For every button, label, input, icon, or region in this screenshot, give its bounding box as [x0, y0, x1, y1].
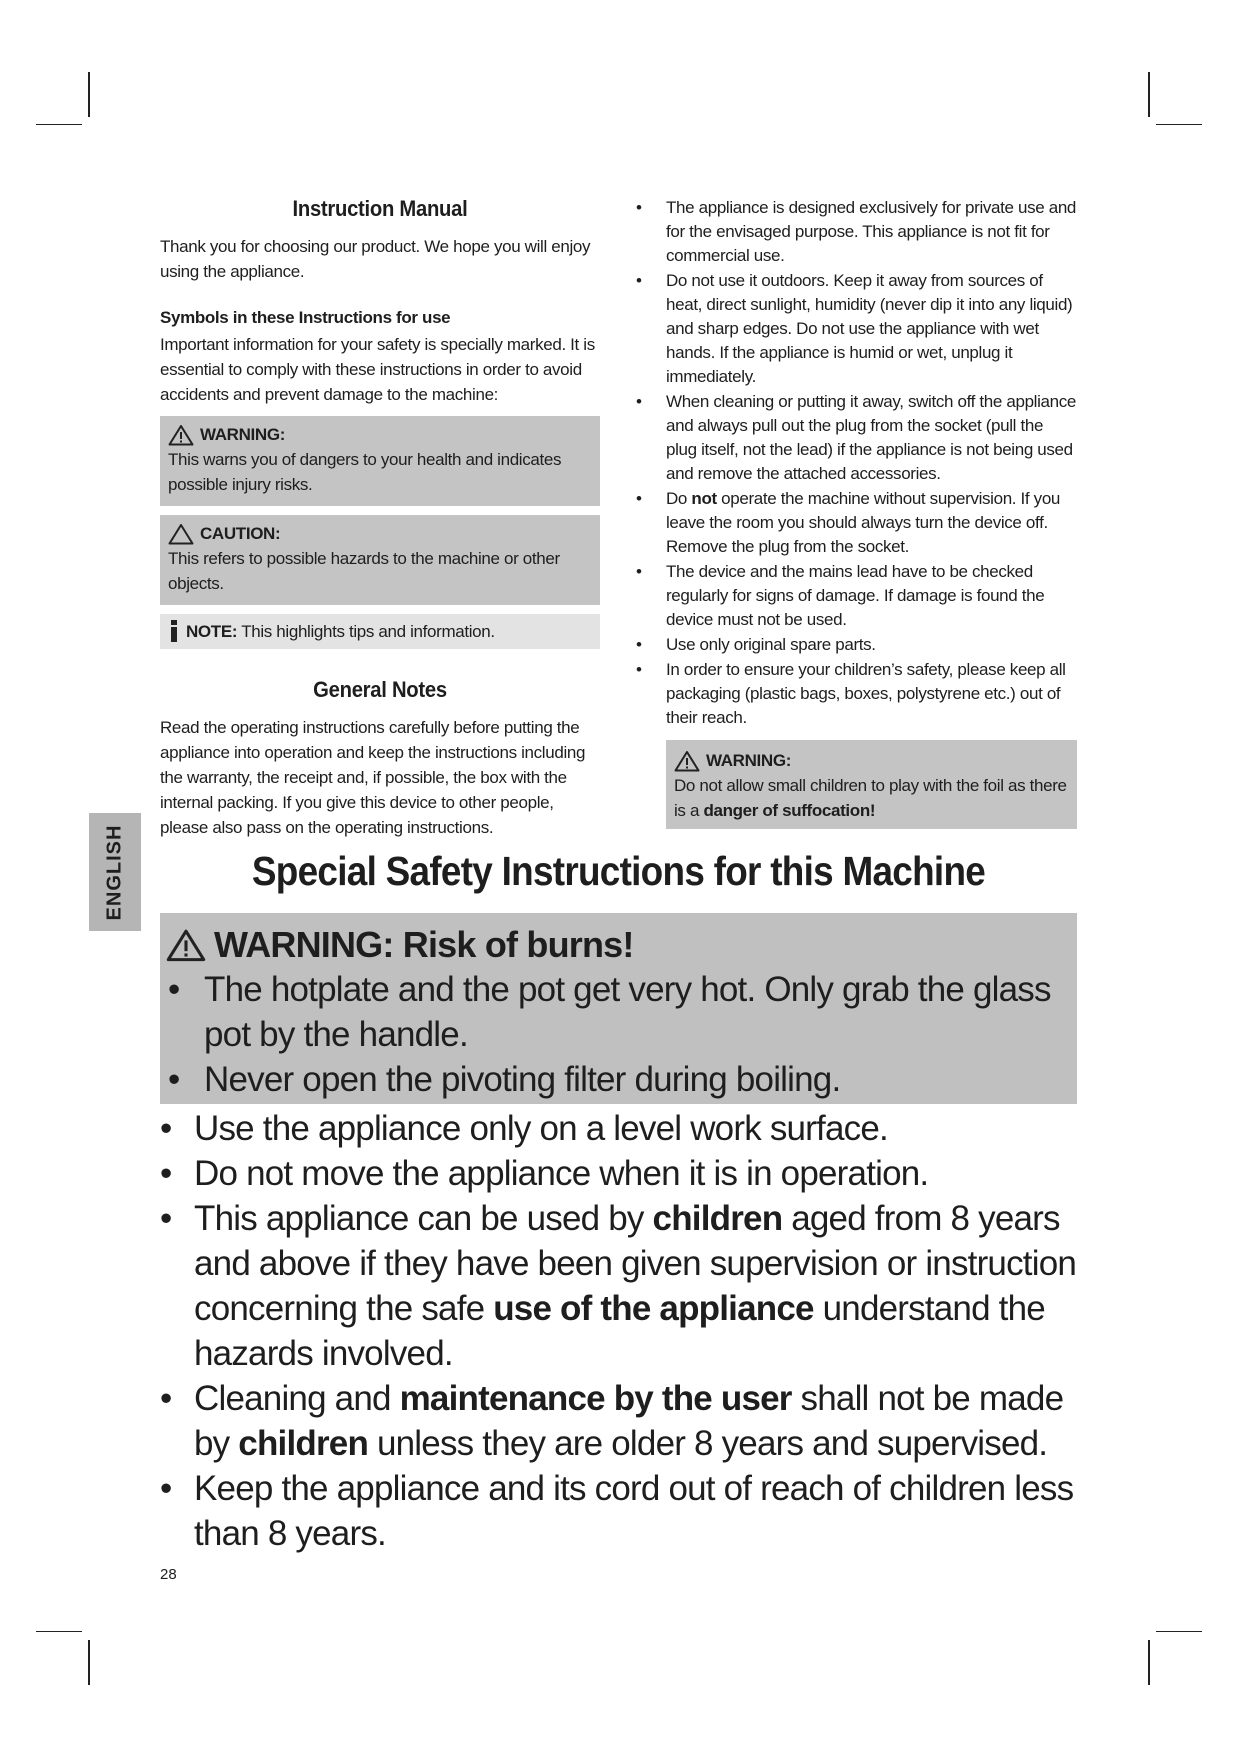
- warning-triangle-icon: [168, 424, 194, 446]
- warning-box: [160, 416, 600, 506]
- warning-triangle-icon: [166, 928, 206, 962]
- instruction-manual-title: Instruction Manual: [292, 196, 468, 221]
- list-item: • This appliance can be used by children aged from 8 years and above if they have been given supervision or instruction concerning the safe use of the appliance understand the hazards involved.: [160, 1199, 1077, 1373]
- warning-header: [674, 748, 1069, 773]
- burn-warning-box: [160, 913, 1077, 1104]
- warning-text: Do not allow small children to play with the foil as there is a danger of suffocation!: [674, 776, 1067, 820]
- symbols-heading: Symbols in these Instructions for use: [160, 308, 451, 327]
- crop-mark: [36, 124, 82, 125]
- language-side-tab: [89, 813, 141, 931]
- list-item: • Never open the pivoting filter during boiling.: [168, 1060, 841, 1099]
- burn-warning-header: [166, 923, 1067, 967]
- list-item: • Keep the appliance and its cord out of reach of children less than 8 years.: [160, 1469, 1074, 1553]
- list-item: • The hotplate and the pot get very hot. Only grab the glass pot by the handle.: [168, 970, 1051, 1054]
- language-label: ENGLISH: [103, 824, 126, 920]
- symbols-text: Important information for your safety is specially marked. It is essential to comply with these instructions in order to avoid accidents and prevent damage to the machine:: [160, 335, 595, 404]
- caution-text: This refers to possible hazards to the machine or other objects.: [168, 549, 560, 593]
- crop-mark: [88, 1640, 90, 1685]
- note-box: [160, 614, 600, 649]
- list-item: • Cleaning and maintenance by the user shall not be made by children unless they are older 8 years and supervised.: [160, 1379, 1064, 1463]
- warning-triangle-icon: [674, 750, 700, 772]
- list-item: • The appliance is designed exclusively for private use and for the envisaged purpose. This appliance is not fit for commercial use.: [636, 198, 1077, 265]
- list-item: • Use the appliance only on a level work surface.: [160, 1109, 888, 1148]
- crop-mark: [1148, 1640, 1150, 1685]
- crop-mark: [1148, 72, 1150, 117]
- warning-label: WARNING:: [200, 425, 286, 444]
- special-safety-title: Special Safety Instructions for this Machine: [251, 848, 986, 894]
- caution-triangle-icon: [168, 523, 194, 545]
- info-icon: [168, 620, 180, 642]
- crop-mark: [1156, 124, 1202, 125]
- intro-text: Thank you for choosing our product. We hope you will enjoy using the appliance.: [160, 237, 591, 281]
- list-item: • In order to ensure your children’s safety, please keep all packaging (plastic bags, boxes, polystyrene etc.) out of their reach.: [636, 660, 1066, 727]
- burn-warning-list: [166, 967, 1067, 1102]
- general-notes-text: Read the operating instructions carefully before putting the appliance into operation and keep the instructions including the warranty, the receipt and, if possible, the box with the internal packing. If you give this device to other people, please also pass on the operating instructions.: [160, 718, 586, 837]
- general-notes-section: [160, 677, 600, 840]
- caution-label: CAUTION:: [200, 524, 281, 543]
- left-column: [160, 196, 600, 840]
- list-item: • Do not use it outdoors. Keep it away from sources of heat, direct sunlight, humidity (never dip it into any liquid) and sharp edges. Do not use the appliance with wet hands. If the appliance is humid or wet, unplug it immediately.: [636, 271, 1073, 386]
- list-item: • Do not move the appliance when it is in operation.: [160, 1154, 929, 1193]
- special-safety-list: [158, 1106, 1098, 1556]
- list-item: • Use only original spare parts.: [636, 635, 876, 654]
- warning-header: [168, 422, 592, 447]
- safety-bullet-list: [636, 196, 1077, 730]
- general-notes-title: General Notes: [313, 677, 447, 702]
- caution-header: [168, 521, 592, 546]
- caution-box: [160, 515, 600, 605]
- crop-mark: [88, 72, 90, 117]
- crop-mark: [1156, 1631, 1202, 1632]
- crop-mark: [36, 1631, 82, 1632]
- right-column: [636, 196, 1077, 829]
- list-item: • The device and the mains lead have to be checked regularly for signs of damage. If damage is found the device must not be used.: [636, 562, 1045, 629]
- warning-text: This warns you of dangers to your health and indicates possible injury risks.: [168, 450, 562, 494]
- note-label: NOTE:: [186, 622, 238, 641]
- note-text: This highlights tips and information.: [241, 622, 495, 641]
- suffocation-warning-box: [666, 740, 1077, 829]
- warning-label: WARNING:: [706, 751, 792, 770]
- page-number: 28: [160, 1566, 177, 1583]
- list-item: • When cleaning or putting it away, switch off the appliance and always pull out the plug from the socket (pull the plug itself, not the lead) if the appliance is not being used and remove the attached accessories.: [636, 392, 1076, 483]
- burn-warning-title: WARNING: Risk of burns!: [214, 924, 634, 965]
- list-item: • Do not operate the machine without supervision. If you leave the room you should always turn the device off. Remove the plug from the socket.: [636, 489, 1061, 556]
